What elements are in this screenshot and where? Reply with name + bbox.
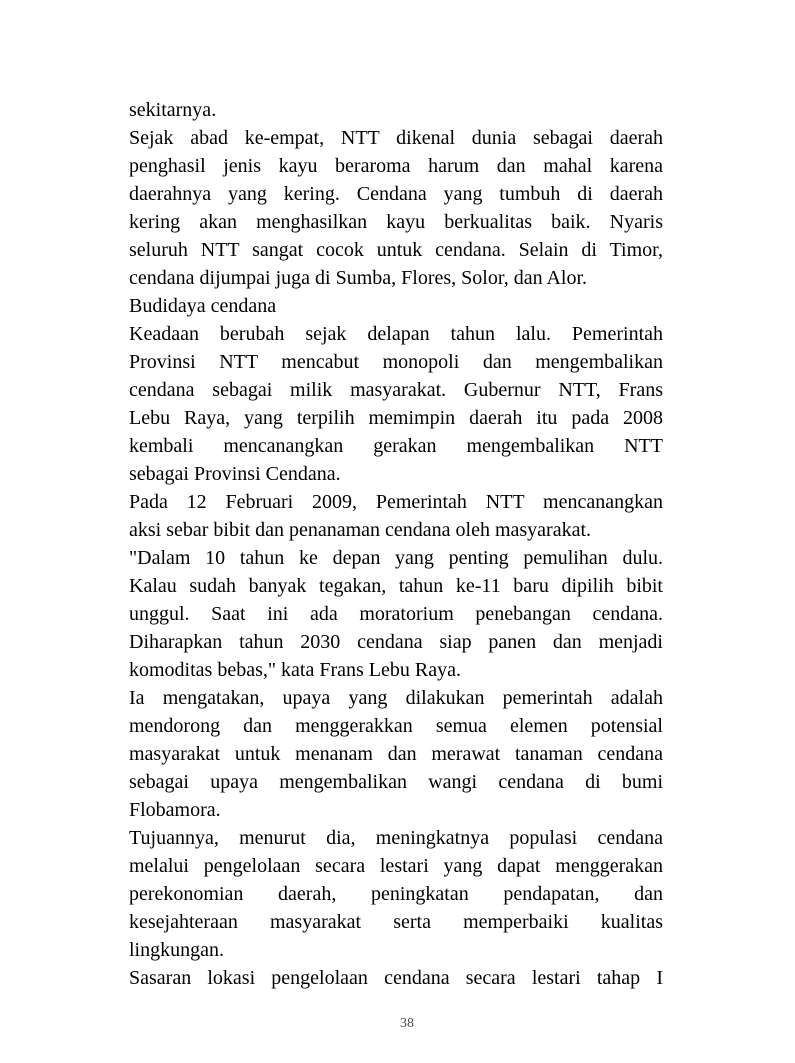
page-body-text bbox=[129, 96, 663, 992]
text-line: melalui pengelolaan secara lestari yang dapat menggerakan bbox=[129, 855, 663, 877]
text-line: seluruh NTT sangat cocok untuk cendana. Selain di Timor, bbox=[129, 239, 663, 261]
text-line: Pada 12 Februari 2009, Pemerintah NTT mencanangkan bbox=[129, 491, 663, 513]
text-line: daerahnya yang kering. Cendana yang tumbuh di daerah bbox=[129, 183, 663, 205]
text-line: kering akan menghasilkan kayu berkualitas baik. Nyaris bbox=[129, 211, 663, 233]
text-line: cendana sebagai milik masyarakat. Gubernur NTT, Frans bbox=[129, 379, 663, 401]
text-line: Ia mengatakan, upaya yang dilakukan pemerintah adalah bbox=[129, 687, 663, 709]
text-line: sebagai upaya mengembalikan wangi cendana di bumi bbox=[129, 771, 663, 793]
page-number: 38 bbox=[400, 1016, 414, 1031]
text-line: kembali mencanangkan gerakan mengembalikan NTT bbox=[129, 435, 663, 457]
text-line: perekonomian daerah, peningkatan pendapatan, dan bbox=[129, 883, 663, 905]
text-line: sebagai Provinsi Cendana. bbox=[129, 463, 341, 485]
text-line: penghasil jenis kayu beraroma harum dan mahal karena bbox=[129, 155, 663, 177]
text-line: masyarakat untuk menanam dan merawat tanaman cendana bbox=[129, 743, 663, 765]
text-line: kesejahteraan masyarakat serta memperbaiki kualitas bbox=[129, 911, 663, 933]
paragraph bbox=[129, 824, 663, 964]
paragraph-continues-on-next-page bbox=[129, 964, 663, 992]
text-line: Sasaran lokasi pengelolaan cendana secara lestari tahap I bbox=[129, 967, 663, 989]
text-line: Diharapkan tahun 2030 cendana siap panen dan menjadi bbox=[129, 631, 663, 653]
text-line: mendorong dan menggerakkan semua elemen potensial bbox=[129, 715, 663, 737]
text-line: cendana dijumpai juga di Sumba, Flores, Solor, dan Alor. bbox=[129, 267, 588, 289]
text-line: komoditas bebas," kata Frans Lebu Raya. bbox=[129, 659, 461, 681]
text-line: Flobamora. bbox=[129, 799, 221, 821]
subheading bbox=[129, 292, 663, 320]
text-line: sekitarnya. bbox=[129, 99, 217, 121]
paragraph-continuation-from-previous-page bbox=[129, 96, 663, 124]
paragraph bbox=[129, 124, 663, 292]
text-line: lingkungan. bbox=[129, 939, 224, 961]
paragraph bbox=[129, 320, 663, 488]
page-footer bbox=[0, 1015, 795, 1032]
text-line: Keadaan berubah sejak delapan tahun lalu. Pemerintah bbox=[129, 323, 663, 345]
paragraph bbox=[129, 684, 663, 824]
text-line: Budidaya cendana bbox=[129, 295, 277, 317]
text-line: Sejak abad ke-empat, NTT dikenal dunia sebagai daerah bbox=[129, 127, 663, 149]
paragraph bbox=[129, 488, 663, 544]
text-line: Kalau sudah banyak tegakan, tahun ke-11 baru dipilih bibit bbox=[129, 575, 663, 597]
text-line: Lebu Raya, yang terpilih memimpin daerah itu pada 2008 bbox=[129, 407, 663, 429]
text-line: Provinsi NTT mencabut monopoli dan mengembalikan bbox=[129, 351, 663, 373]
text-line: Tujuannya, menurut dia, meningkatnya populasi cendana bbox=[129, 827, 663, 849]
text-line: unggul. Saat ini ada moratorium penebangan cendana. bbox=[129, 603, 663, 625]
paragraph-quote bbox=[129, 544, 663, 684]
text-line: "Dalam 10 tahun ke depan yang penting pemulihan dulu. bbox=[129, 547, 663, 569]
text-line: aksi sebar bibit dan penanaman cendana oleh masyarakat. bbox=[129, 519, 592, 541]
